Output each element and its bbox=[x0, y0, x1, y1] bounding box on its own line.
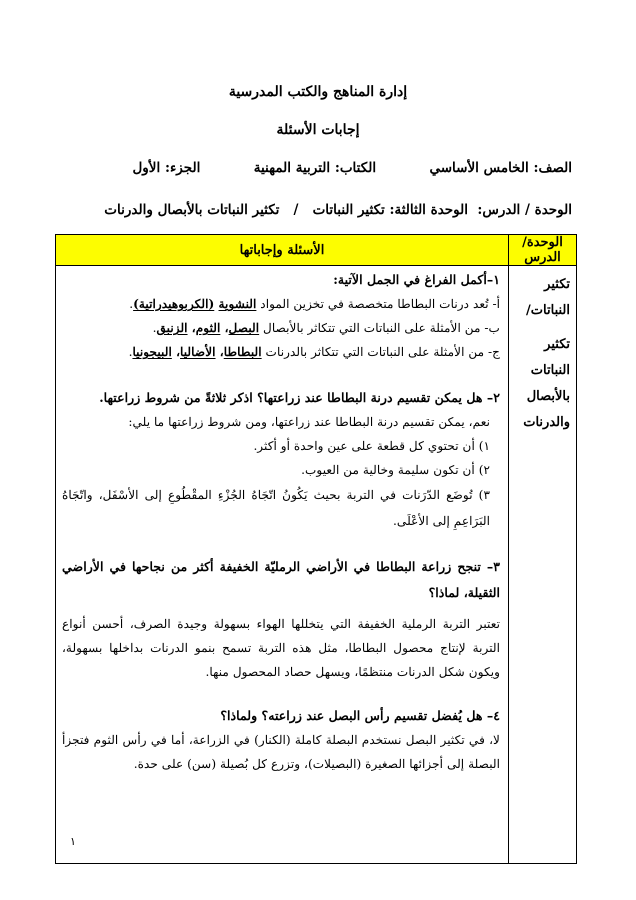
grade-label: الصف: الخامس الأساسي bbox=[429, 160, 572, 176]
unit-text-1: تكثير النباتات/ bbox=[526, 277, 570, 318]
part-label: الجزء: الأول bbox=[132, 160, 201, 176]
qa-table bbox=[55, 234, 577, 864]
q1-b-answer-1: البصل bbox=[228, 321, 260, 335]
unit-text-2: تكثير النباتات بالأبصال والدرنات bbox=[523, 337, 570, 430]
col-header-unit: الوحدة/الدرس bbox=[509, 235, 577, 266]
q1-a-answer-1: النشوية bbox=[218, 297, 257, 311]
q1-b: ب- من الأمثلة على النباتات التي تتكاثر بالأبصال البصل، الثوم، الزنبق. bbox=[152, 321, 500, 335]
q1-b-answer-2: الثوم bbox=[195, 321, 221, 335]
q2-condition-3: ٣) تُوضَع الدّرَنات في التربة بحيث يَكُونُ اتّجَاهُ الجُزْءِ المقْطُوعِ إلى الأسْفَل، واتّجَاهُ البَرَاعِمِ إلى الأعْلَى. bbox=[62, 488, 490, 528]
q1-c-answer-1: البطاطا bbox=[223, 345, 262, 359]
book-label: الكتاب: التربية المهنية bbox=[253, 160, 377, 176]
q3-answer: تعتبر التربة الرملية الخفيفة التي يتخللها الهواء بسهولة وجيدة الصرف، أحسن أنواع التربة لإنتاج محصول البطاطا، مثل هذه التربة تسمح بنمو الدرنات بداخلها بسهولة، ويكون شكل الدرنات منتظمًا، ويسهل حصاد المحصول منها. bbox=[62, 617, 500, 679]
q1-title: ١–أكمل الفراغ في الجمل الآتية: bbox=[333, 272, 500, 287]
page-number: ١ bbox=[70, 835, 76, 848]
q2-condition-2: ٢) أن تكون سليمة وخالية من العيوب. bbox=[301, 463, 490, 477]
col-header-questions: الأسئلة وإجاباتها bbox=[56, 235, 509, 266]
q2-condition-1: ١) أن تحتوي كل قطعة على عين واحدة أو أكثر. bbox=[253, 439, 490, 453]
unit-cell bbox=[509, 266, 577, 864]
q1-c: ج- من الأمثلة على النباتات التي تتكاثر بالدرنات البطاطا، الأضاليا، البيجونيا. bbox=[128, 345, 500, 359]
q1-a-answer-2: (الكربوهيدراتية) bbox=[133, 297, 215, 311]
q2-intro: نعم، يمكن تقسيم درنة البطاطا عند زراعتها، ومن شروط زراعتها ما يلي: bbox=[128, 415, 490, 429]
unit-lesson-label: الوحدة / الدرس: الوحدة الثالثة: تكثير النباتات / تكثير النباتات بالأبصال والدرنات bbox=[104, 202, 572, 218]
document-title: إجابات الأسئلة bbox=[276, 122, 360, 138]
q4-title: ٤– هل يُفضل تقسيم رأس البصل عند زراعته؟ ولماذا؟ bbox=[220, 708, 500, 723]
q1-c-answer-2: الأضاليا bbox=[180, 345, 216, 359]
q4-answer: لا، في تكثير البصل نستخدم البصلة كاملة (الكنار) في الزراعة، أما في رأس الثوم فتجزأ البصلة إلى أجزائها الصغيرة (البصيلات)، وتزرع كل بُصيلة (سن) على حدة. bbox=[62, 733, 500, 771]
questions-cell bbox=[56, 266, 509, 864]
q1-b-answer-3: الزنبق bbox=[156, 321, 188, 335]
department-title: إدارة المناهج والكتب المدرسية bbox=[228, 84, 408, 100]
q3-title: ٣– تنجح زراعة البطاطا في الأراضي الرمليّة الخفيفة أكثر من نجاحها في الأراضي الثقيلة، لماذا؟ bbox=[62, 559, 500, 600]
q1-c-answer-3: البيجونيا bbox=[132, 345, 172, 359]
meta-row bbox=[132, 160, 572, 176]
q1-a: أ- تُعد درنات البطاطا متخصصة في تخزين المواد النشوية (الكربوهيدراتية). bbox=[129, 297, 500, 311]
q2-title: ٢– هل يمكن تقسيم درنة البطاطا عند زراعتها؟ اذكر ثلاثةً من شروط زراعتها. bbox=[99, 390, 500, 405]
